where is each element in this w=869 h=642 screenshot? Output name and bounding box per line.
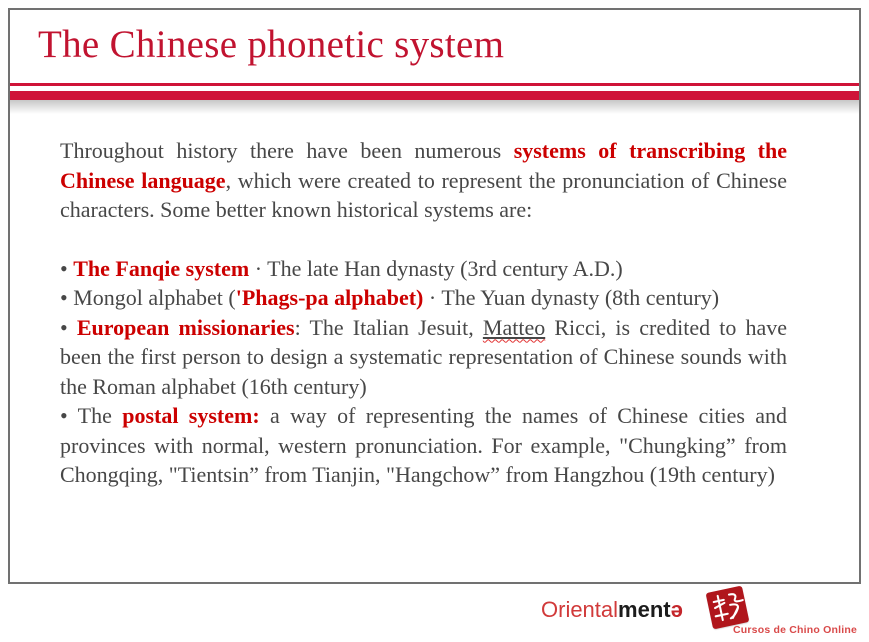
fanqie-text: · The late Han dynasty (3rd century A.D.) — [249, 255, 623, 281]
mongol-highlight: 'Phags-pa alphabet) — [235, 285, 424, 310]
title-rule-shadow — [10, 100, 859, 114]
postal-highlight: postal system: — [122, 403, 260, 428]
bullet-fanqie — [60, 254, 787, 284]
intro-highlight: systems of transcribing the Chinese language — [60, 138, 788, 193]
slide-title: The Chinese phonetic system — [38, 23, 505, 66]
missionaries-text-post: Ricci, is credited to have been the first person to design a systematic representation of Chinese sounds with the Roman alphabet (16th century) — [60, 314, 787, 399]
slide-body — [60, 136, 787, 490]
missionaries-text-mid: : The Italian Jesuit, — [294, 314, 483, 340]
postal-text-post: a way of representing the names of Chinese cities and provinces with normal, western pronunciation. For example, "Chungking” from Chongqing, "Tientsin” from Tianjin, "Hangchow” from Hangzhou (19th century) — [60, 403, 788, 487]
logo-part-schwa: ə — [670, 597, 683, 622]
intro-text-post: , which were created to represent the pronunciation of Chinese characters. Some better known historical systems are: — [60, 167, 787, 222]
postal-text-pre: • The — [60, 403, 123, 428]
bullet-marker: • — [60, 314, 77, 340]
underlined-word-wrap — [483, 315, 545, 340]
title-rule-thick — [10, 91, 859, 100]
title-rule-thin — [10, 83, 859, 86]
fanqie-highlight: The Fanqie system — [73, 255, 250, 281]
logo-part-oriental: Oriental — [541, 597, 619, 622]
bullet-missionaries — [60, 313, 787, 402]
mongol-text-pre: • Mongol alphabet ( — [60, 285, 236, 310]
bullet-marker: • — [60, 255, 74, 281]
intro-paragraph — [60, 136, 787, 225]
misspelled-word-matteo: Matteo — [482, 314, 546, 340]
mongol-text-post: · The Yuan dynasty (8th century) — [423, 285, 720, 310]
orientalmente-logo — [541, 597, 683, 623]
bullet-postal — [60, 401, 787, 490]
missionaries-highlight: European missionaries — [76, 314, 295, 340]
logo-tagline: Cursos de Chino Online — [733, 624, 857, 636]
chinese-seal-icon — [706, 586, 750, 630]
slide-frame — [8, 8, 861, 584]
intro-text-pre: Throughout history there have been numerous — [60, 138, 514, 163]
logo-part-mente: ment — [618, 597, 671, 622]
bullet-mongol — [60, 283, 787, 313]
